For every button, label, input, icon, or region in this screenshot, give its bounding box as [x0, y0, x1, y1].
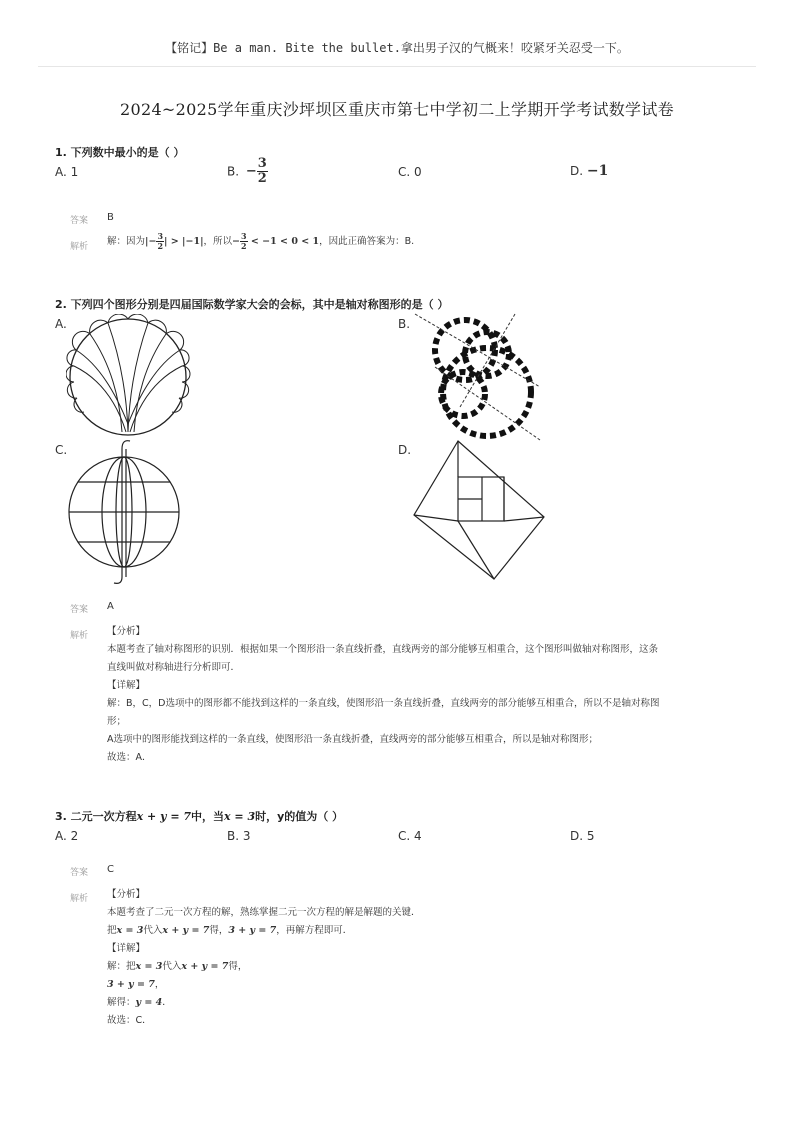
fraction-numerator: 3 [241, 231, 247, 241]
q3-analysis-line-1: 【分析】 [107, 889, 146, 900]
q2-analysis-line-7: 故选：A． [107, 752, 152, 763]
q1-analysis-label: 解析 [70, 242, 89, 252]
q1-option-d-value: −1 [586, 163, 609, 179]
q3-analysis-line-3-math-1: x = 3 [116, 925, 144, 936]
q3-analysis-line-3-text-d: ，再解方程即可． [276, 925, 353, 936]
q2-analysis-line-1: 本题考查了轴对称图形的识别．根据如果一个图形沿一条直线折叠，直线两旁的部分能够互相重合，这个图形叫做轴对称图形，这条 [107, 644, 659, 655]
page-title: 2024~2025学年重庆沙坪坝区重庆市第七中学初二上学期开学考试数学试卷 [120, 100, 674, 119]
fraction-numerator: 3 [157, 231, 164, 241]
q1-analysis-text-2: ，所以 [203, 235, 233, 247]
q3-analysis-line-7-math: y = 4 [135, 997, 163, 1008]
fraction-denominator: 2 [241, 240, 247, 251]
q1-option-d[interactable] [570, 163, 608, 179]
q2-analysis-line-6: A选项中的图形能找到这样的一条直线，使图形沿一条直线折叠，直线两旁的部分能够互相重合，所以是轴对称图形； [107, 734, 599, 745]
q3-analysis-line-5-math-1: x = 3 [135, 961, 163, 972]
q1-stem: 1. 下列数中最小的是（ ） [55, 146, 185, 159]
q1-option-b-minus: − [245, 164, 257, 180]
q2-answer-value: A [107, 601, 114, 612]
q1-analysis-math-1: |− [145, 235, 157, 247]
q2-option-b-label[interactable]: B. [398, 317, 411, 331]
q2-option-d-label[interactable]: D. [398, 443, 412, 457]
q3-analysis-line-5-text-b: 代入 [162, 961, 182, 972]
q2-analysis-line-4: 解：B，C，D选项中的图形都不能找到这样的一条直线，使图形沿一条直线折叠，直线两旁的部分能够互相重合，所以不是轴对称图 [107, 698, 660, 709]
q2-figure-c-logo[interactable] [64, 437, 194, 587]
q1-analysis-text [107, 232, 414, 251]
q3-analysis-line-3-text-b: 代入 [143, 925, 163, 936]
q1-answer-value: B [107, 212, 114, 223]
q3-analysis-line-6 [107, 976, 164, 994]
q2-figure-a-logo[interactable] [66, 314, 196, 440]
fraction-denominator: 2 [257, 171, 267, 187]
q1-analysis-fraction-2 [240, 232, 248, 251]
q3-analysis-line-4: 【详解】 [107, 943, 146, 954]
q3-analysis-label: 解析 [70, 894, 89, 904]
q2-figure-d-logo[interactable] [410, 437, 550, 583]
q3-analysis-line-6-text: ， [154, 979, 165, 990]
q3-analysis-line-7-text-c: ． [162, 997, 172, 1008]
q3-stem-text-3: 时，y的值为（ ） [255, 810, 344, 823]
q3-analysis-line-3-text-c: 得， [209, 925, 229, 936]
q1-answer-label: 答案 [70, 216, 89, 226]
q3-analysis-line-8: 故选：C． [107, 1015, 152, 1026]
q3-option-d[interactable]: D. 5 [570, 829, 595, 843]
q3-analysis-line-5-text-a: 解：把 [107, 961, 136, 972]
q3-analysis-line-7 [107, 994, 172, 1012]
q1-analysis-fraction-1 [156, 232, 164, 251]
q3-analysis-line-2: 本题考查了二元一次方程的解，熟练掌握二元一次方程的解是解题的关键． [107, 907, 421, 918]
q1-option-d-prefix: D. [570, 164, 584, 178]
q3-option-c[interactable]: C. 4 [398, 829, 422, 843]
q2-option-a-label[interactable]: A. [55, 317, 67, 331]
q1-option-c[interactable]: C. 0 [398, 165, 422, 179]
q1-option-b-fraction [257, 157, 268, 187]
q3-option-a[interactable]: A. 2 [55, 829, 79, 843]
q3-analysis-line-6-math: 3 + y = 7 [107, 979, 155, 990]
q1-analysis-math-3: − [232, 235, 241, 247]
q1-option-b[interactable] [227, 157, 268, 187]
q2-answer-label: 答案 [70, 605, 89, 615]
q3-analysis-line-3 [107, 922, 352, 940]
q3-stem [55, 808, 343, 824]
fraction-denominator: 2 [157, 240, 164, 251]
q2-analysis-line-5: 形； [107, 716, 127, 727]
q1-analysis-text-1: 解：因为 [107, 235, 146, 247]
q2-analysis-line-2: 直线叫做对称轴进行分析即可． [107, 662, 241, 673]
q2-analysis-label: 解析 [70, 631, 89, 641]
header-divider [38, 66, 756, 67]
header-motto: 【铭记】Be a man. Bite the bullet.拿出男子汉的气概来！咬紧牙关忍受一下。 [165, 41, 629, 55]
q2-figure-b-logo[interactable] [405, 312, 550, 442]
q2-option-c-label[interactable]: C. [55, 443, 68, 457]
q3-answer-label: 答案 [70, 868, 89, 878]
q3-analysis-line-5-math-2: x + y = 7 [181, 961, 229, 972]
q3-analysis-line-5-text-c: 得， [228, 961, 248, 972]
q3-option-b[interactable]: B. 3 [227, 829, 251, 843]
q1-option-b-prefix: B. [227, 164, 240, 179]
q3-analysis-line-7-text-a: 解得： [107, 997, 136, 1008]
q2-analysis-line-3: 【详解】 [107, 680, 146, 691]
q3-analysis-line-3-math-2: x + y = 7 [162, 925, 210, 936]
q3-stem-condition: x = 3 [224, 810, 256, 823]
q1-analysis-text-3: ，因此正确答案为：B. [319, 235, 415, 247]
q3-analysis-line-3-text-a: 把 [107, 925, 117, 936]
q3-analysis-line-5 [107, 958, 247, 976]
q2-analysis-line-0: 【分析】 [107, 626, 146, 637]
q3-answer-value: C [107, 864, 114, 875]
q3-stem-text-1: 3. 二元一次方程 [55, 810, 137, 823]
q3-analysis-line-3-math-3: 3 + y = 7 [228, 925, 277, 936]
q3-stem-text-2: 中，当 [191, 810, 225, 823]
q1-analysis-math-2: | > |−1| [164, 235, 204, 247]
q2-stem: 2. 下列四个图形分别是四届国际数学家大会的会标，其中是轴对称图形的是（ ） [55, 298, 449, 311]
q1-analysis-math-4: < −1 < 0 < 1 [247, 235, 320, 247]
fraction-numerator: 3 [257, 156, 267, 171]
q3-stem-equation: x + y = 7 [136, 810, 192, 823]
q1-option-a[interactable]: A. 1 [55, 165, 79, 179]
